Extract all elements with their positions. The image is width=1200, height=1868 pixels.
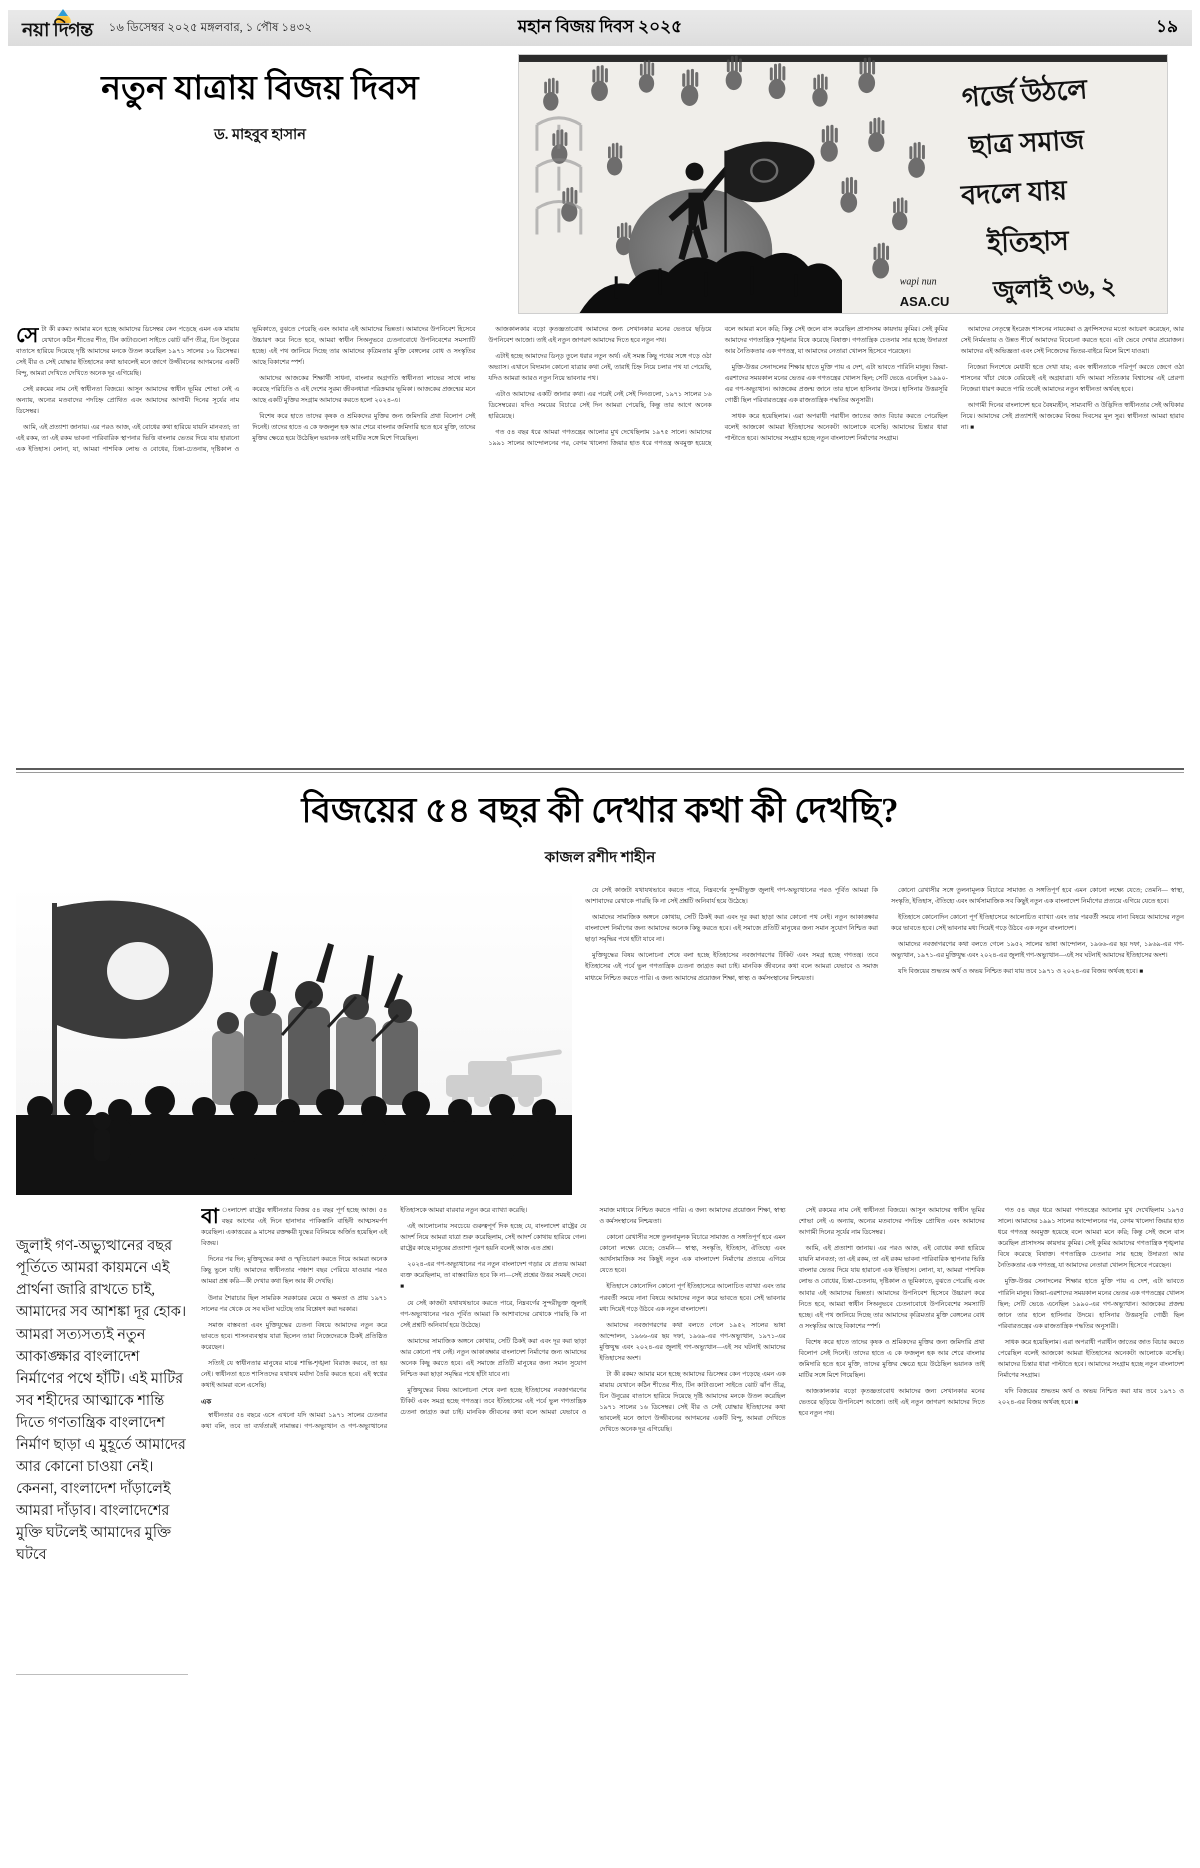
- paragraph: গত ৫৪ বছর ধরে আমরা গণতন্ত্রের আলোর মুখ দেখেছিলাম ১৯৭৫ সালে। আমাদের ১৯৯১ সালের আন্দোলনের পর, বেগম খালেদা জিয়ার হাত ধরে গণতন্ত্র অবমুক্ত হয়েছে বলে আমরা মনে করি; কিন্তু সেই জলে বাস করেছিল প্রাসাদসম কায়দায় কুমির। সেই কুমির আমাদের গণতান্ত্রিক শৃঙ্খলার বিষে করেছে বিষাক্ত। গণতান্ত্রিক চেতনার সার হচ্ছে উদারতা আর নৈতিকতার এক গণতন্ত্র, যা আমাদের নেতারা খোলস হিসেবে পরেছেন।: [488, 326, 948, 448]
- paragraph: মুক্তি-উত্তর সেনাদলের শিক্ষার হাতে মুক্তি পায় এ দেশ, এটা ভাবতে পারিনি মানুষ। জিয়া-এরশাদের সময়কাল মনের ভেতর এক গণতন্ত্রের খোলস ছিল; সেটি ভেঙে এনেছিল ১৯৯০-এর গণ-অভ্যুত্থান। আজকের প্রজন্ম জানে তার হালে হাসিনার উদয়ে। হাসিনার উত্তরসূরি গোষ্ঠী ছিল পরিবারতন্ত্রের এক রাজতান্ত্রিক পদ্ধতির অনুসারী।: [724, 364, 948, 405]
- paragraph: আমাদের নবজাগরণের কথা বলতে গেলে ১৯৫২ সালের ভাষা আন্দোলন, ১৯৬৬-এর ছয় দফা, ১৯৬৯-এর গণ-অভ্যুত্থান, ১৯৭১-এর মুক্তিযুদ্ধ এবং ২০২৪-এর জুলাই গণ-অভ্যুত্থান—এই সব ঘটনাই আমাদের ইতিহাসের অংশ।: [891, 941, 1184, 960]
- paragraph: আমাদের সামাজিক অঙ্গনে কোথায়, সেটি ঠিকই করা এবং দূর করা ছাড়া আর কোনো পথ নেই। নতুন আকাঙ্ক্ষার বাংলাদেশ নির্মাণের জন্য আমাদের অনেক কিছু করতে হবে। এই সমাজে প্রতিটি মানুষের জন্য সমান সুযোগ নিশ্চিত করা ছাড়া সমৃদ্ধির পথে হাঁটা যাবে না।: [400, 1337, 587, 1378]
- paragraph: আমাদের নেতৃত্বে ইংরেজ শাসনের নায়কেরা ও ফ্রান্সিসদের মতো আচরণ করেছেন, আর সেই নির্মমতায় ও উন্নত শীর্ষে আমাদের বিবেচনা করতে হবে। এটা ভেবে দেখার প্রয়োজন। আমাদের এই অভিজ্ঞতা এবং সেই নিজেদের ভিতর-বাইরে মিলে মিশে যাওয়া।: [960, 326, 1184, 356]
- paragraph: নিজেরা দিনশেষে মেধাবী হতে দেখা যায়; এবং স্বাধীনতাকে পরিপূর্ণ করতে জেগে ওঠা শাসনের খাঁচা থেকে বেরিয়েই এই অগ্রযাত্রা। যদি আমরা সত্যিকার বিশ্বাসের এই প্রেরণা নিজেরা ধারণ করতে পারি তবেই আমাদের নতুন স্বাধীনতা অর্থবহ হবে।: [960, 364, 1184, 394]
- paragraph: আজকালকার বড়ো কৃতজ্ঞতাবোধ আমাদের জন্য সেখানকার মনের ভেতরে ছড়িয়ে উপনিবেশ আজো। তাই এই নতুন জাগরণ আমাদের দিতে হবে নতুন পথ।: [488, 326, 712, 345]
- article-two-illustration: [16, 885, 572, 1195]
- paragraph: সমাজ বাস্তবতা এবং মুক্তিযুদ্ধের চেতনা বিষয়ে আমাদের নতুন করে ভাবতে হবে। শাসনব্যবস্থায় যারা ছিলেন তারা নিজেদেরকে ঠিকই প্রতিষ্ঠিত করেছেন।: [201, 1321, 388, 1351]
- article-two: [16, 789, 1184, 1868]
- paragraph: সেই রকমের নাম নেই স্বাধীনতা বিজয়ে। আসুন আমাদের স্বাধীন ভূমির শোভা নেই এ অন্যায়, অন্যের মতবাদের পদচিহ্ন প্রোথিত এবং আমাদের আগামী দিনের সূর্যের নাম ডিসেম্বর।: [16, 386, 240, 416]
- paragraph: গত ৫৪ বছর ধরে আমরা গণতন্ত্রের আলোর মুখ দেখেছিলাম ১৯৭৫ সালে। আমাদের ১৯৯১ সালের আন্দোলনের পর, বেগম খালেদা জিয়ার হাত ধরে গণতন্ত্র অবমুক্ত হয়েছে বলে আমরা মনে করি; কিন্তু সেই জলে বাস করেছিল প্রাসাদসম কায়দায় কুমির। সেই কুমির আমাদের গণতান্ত্রিক শৃঙ্খলার বিষে করেছে বিষাক্ত। গণতান্ত্রিক চেতনার সার হচ্ছে উদারতা আর নৈতিকতার এক গণতন্ত্র, যা আমাদের নেতারা খোলস হিসেবে পরেছেন।: [997, 1207, 1184, 1270]
- article-one: [16, 54, 1184, 756]
- paragraph: আমাদের সামাজিক অঙ্গনে কোথায়, সেটি ঠিকই করা এবং দূর করা ছাড়া আর কোনো পথ নেই। নতুন আকাঙ্ক্ষার বাংলাদেশ নির্মাণের জন্য আমাদের অনেক কিছু করতে হবে। এই সমাজে প্রতিটি মানুষের জন্য সমান সুযোগ নিশ্চিত করা ছাড়া সমৃদ্ধির পথে হাঁটা যাবে না।: [585, 914, 878, 944]
- paragraph: যে সেই কাজটা যথাযথভাবে করতে পারে, নিম্নবর্গের সুন্দরীভুক্ত জুলাই গণ-অভ্যুত্থানের পরও পূর্বিত আমরা কি আশাবাদের রেখাকে পারছি কি না সেই প্রশ্নটি অনিবার্য হয়ে উঠেছে।: [400, 1299, 587, 1329]
- page-masthead: [8, 10, 1192, 46]
- article-one-byline: ড. মাহবুব হাসান: [214, 127, 306, 144]
- paragraph: ংলাদেশ রাষ্ট্রের স্বাধীনতার বিজয় ৫৪ বছর পূর্ণ হচ্ছে আজ। ৫৪ বছর আগের এই দিনে হানাদার পাকিস্তানি বাহিনী আত্মসমর্পণ করেছিল। একাত্তরের ৯ মাসের রক্তক্ষয়ী যুদ্ধের বিনিময়ে অর্জিত হয়েছিল এই বিজয়।: [201, 1207, 388, 1248]
- article-one-body: [16, 324, 1184, 756]
- paragraph: যদি বিজয়ের শুদ্ধতম অর্থ ও অভয় নিশ্চিত করা যায় তবে ১৯৭১ ও ২০২৪-এর বিজয় অর্থবহ হবে। ■: [997, 1387, 1184, 1406]
- publication-logo[interactable]: [22, 16, 93, 40]
- article-one-headline: নতুন যাত্রায় বিজয় দিবস: [101, 71, 419, 107]
- paragraph: আগামী দিনের বাংলাদেশ হবে বৈষম্যহীন, সাম্যবাদী ও উদ্ভিদিত স্বাধীনতার সেই অধিকার নিয়ে। আমাদের সেই প্রত্যাশাই আজকের বিজয় দিবসের মূল সুর। স্বাধীনতা আমরা হারাব না। ■: [960, 402, 1184, 432]
- paragraph: বিশেষ করে হাতে তাদের কৃষক ও শ্রমিকদের মুক্তির জন্য জমিদারি প্রথা বিলোপ সেই দিনেই। তাদের হাতে এ কে ফজলুল হক আর শেরে বাংলার জমিদারি হতে হবে মুক্তি, তাদের মুক্তির ক্ষেত্রে হয়ে উঠেছিল ভয়ানক তাই মাটির সঙ্গে মিশে গিয়েছিল।: [252, 413, 476, 443]
- article-two-lower: [16, 1205, 1184, 1868]
- article-one-photo: [518, 54, 1168, 314]
- ray-icon: [58, 9, 68, 16]
- paragraph: মুক্তিযুদ্ধের বিষয় আলোচনা শেষে বলা হচ্ছে ইতিহাসের নবজাগরণের টিকিট এবং সমগ্র হচ্ছে গণতন্ত্র। তবে ইতিহাসের এই পর্বে ভুল গণতান্ত্রিক চেতনা জাগ্রত করা চাই। মানবিক জীবনের কথা বলে আমরা যেভাবে ও সমাজ মাধ্যমে নিশ্চিত করতে পারি। এ জন্য আমাদের প্রয়োজন শিক্ষা, স্বাস্থ্য ও কর্মসংস্থানের নিশ্চয়তা।: [400, 1207, 786, 1416]
- article-two-byline: কাজল রশীদ শাহীন: [544, 850, 656, 867]
- paragraph: এটাই হচ্ছে আমাদের ডিন্ড় তুলে ধরার নতুন অর্থ। এই সমস্ত কিছু পথের সঙ্গে গড়ে ওঠা অভ্যাস। এখানে বিদ্যমান কোনো যাত্রার কথা নেই, তারাই চিহ্ন নিয়ে চলার পথ যা পেয়েছি, যদিও আমরা আরও নতুন নিয়ে ভাবনার পথ।: [488, 353, 712, 383]
- paragraph: সত্যিই যে স্বাধীনতার মানুষের মাঝে শান্তি-শৃঙ্খলা বিরাজ করবে, তা হয় নেই। স্বাধীনতা হতে শাসিতদের যথাযথ মর্যাদা তৈরি করতে হবে। এই স্বপ্নের কথাই আমরা বলে এসেছি।: [201, 1359, 388, 1389]
- paragraph: মুক্তিযুদ্ধের বিষয় আলোচনা শেষে বলা হচ্ছে ইতিহাসের নবজাগরণের টিকিট এবং সমগ্র হচ্ছে গণতন্ত্র। তবে ইতিহাসের এই পর্বে ভুল গণতান্ত্রিক চেতনা জাগ্রত করা চাই। মানবিক জীবনের কথা বলে আমরা যেভাবে ও সমাজ মাধ্যমে নিশ্চিত করতে পারি। এ জন্য আমাদের প্রয়োজন শিক্ষা, স্বাস্থ্য ও কর্মসংস্থানের নিশ্চয়তা।: [585, 952, 878, 982]
- svg-text:জুলাই ৩৬, ২: জুলাই ৩৬, ২: [992, 273, 1117, 305]
- svg-text:গর্জে উঠলে: গর্জে উঠলে: [960, 74, 1089, 113]
- article-two-pullquote: জুলাই গণ-অভ্যুত্থানের বছর পূর্তিতে আমরা কায়মনে এই প্রার্থনা জারি রাখতে চাই, আমাদের সব আশঙ্কা দূর হোক। আমরা সত্যসত্যই নতুন আকাঙ্ক্ষার বাংলাদেশ নির্মাণের পথে হাঁটি। এই মাটির সব শহীদের আত্মাকে শান্তি দিতে গণতান্ত্রিক বাংলাদেশ নির্মাণ ছাড়া এ মুহূর্তে আমাদের আর কোনো চাওয়া নেই। কেননা, বাংলাদেশ দাঁড়ালেই আমরা দাঁড়াব। বাংলাদেশের মুক্তি ঘটলেই আমাদের মুক্তি ঘটবে: [16, 1205, 188, 1675]
- svg-text:ছাত্র সমাজ: ছাত্র সমাজ: [968, 124, 1085, 161]
- mural-signature: ASA.CU: [899, 294, 950, 310]
- paragraph: টা কী রকম? আমার মনে হচ্ছে আমাদের ডিসেম্বর কেন পড়েছে এমন এক মায়ায় যেখানে কঠিন শীতের শীত, টিন কাটাগুলো সাইতে ঝোট ঝাঁপ তীব্র, চিন উনুরের বাতাসে হারিয়ে দিয়েছে দৃষ্টি আমাদের মনকে উতল করেছিল ১৯৭১ সালের ১৬ ডিসেম্বর। সেই বীর ও সেই যোদ্ধার ইতিহাসের কথা ভাবলেই মনে জাগে উজ্জীবনের আগমনের একটি বিন্দু, আমরা দেখিতে দেখিতে অনেক দূর এগিয়েছি।: [16, 326, 240, 378]
- paragraph: যদি বিজয়ের শুদ্ধতম অর্থ ও অভয় নিশ্চিত করা যায় তবে ১৯৭১ ও ২০২৪-এর বিজয় অর্থবহ হবে। ■: [898, 968, 1144, 976]
- newspaper-page: [0, 10, 1200, 1868]
- paragraph: মুক্তি-উত্তর সেনাদলের শিক্ষার হাতে মুক্তি পায় এ দেশ, এটা ভাবতে পারিনি মানুষ। জিয়া-এরশাদের সময়কাল মনের ভেতর এক গণতন্ত্রের খোলস ছিল; সেটি ভেঙে এনেছিল ১৯৯০-এর গণ-অভ্যুত্থান। আজকের প্রজন্ম জানে তার হালে হাসিনার উদয়ে। হাসিনার উত্তরসূরি গোষ্ঠী ছিল পরিবারতন্ত্রের এক রাজতান্ত্রিক পদ্ধতির অনুসারী।: [997, 1278, 1184, 1330]
- paragraph: এটাও আমাদের একটি জানার কথা। এর পরেই নেই সেই দিনগুলো, ১৯৭১ সালের ১৬ ডিসেম্বরের। যদিও সময়ের বিচারে সেই দিন আমরা পেয়েছি, কিন্তু তার আগে অনেক হারিয়েছে।: [488, 391, 712, 421]
- freedom-fighters-with-flag-illustration: [16, 885, 572, 1195]
- artist-tag: wapi nun: [899, 276, 937, 288]
- paragraph: যে সেই কাজটা যথাযথভাবে করতে পারে, নিম্নবর্গের সুন্দরীভুক্ত জুলাই গণ-অভ্যুত্থানের পরও পূর্বিত আমরা কি আশাবাদের রেখাকে পারছি কি না সেই প্রশ্নটি অনিবার্য হয়ে উঠেছে।: [585, 887, 878, 906]
- section-divider-thin: [16, 772, 1184, 773]
- paragraph: সেই রকমের নাম নেই স্বাধীনতা বিজয়ে। আসুন আমাদের স্বাধীন ভূমির শোভা নেই এ অন্যায়, অন্যের মতবাদের পদচিহ্ন প্রোথিত এবং আমাদের আগামী দিনের সূর্যের নাম ডিসেম্বর।: [798, 1207, 985, 1237]
- paragraph: দিনের পর দিন; মুক্তিযুদ্ধের কথা ও স্মৃতিচারণ করতে গিয়ে আমরা অনেক কিছু ভুলে যাই। আমাদের স্বাধীনতার পঞ্চাশ বছর পেরিয়ে যাওয়ার পরও আমরা প্রশ্ন করি—কী দেখার কথা ছিল আর কী দেখছি।: [201, 1256, 388, 1286]
- svg-text:ইতিহাস: ইতিহাস: [986, 225, 1070, 259]
- article-one-dropcap: সে: [16, 324, 39, 347]
- svg-text:বদলে যায়: বদলে যায়: [960, 175, 1068, 211]
- paragraph: ইতিহাসে কোনোদিন কোনো পূর্ণ ইতিহাসেরে আলোচিত ব্যাখ্যা এবং তার পরবর্তী সময়ে নানা বিষয়ে আমাদের নতুন করে ভাবতে হবে। সেই ভাবনার মধ্য দিয়েই গড়ে উঠবে এক নতুন বাংলাদেশ।: [599, 1283, 786, 1313]
- july-uprising-graffiti-mural-photo: [519, 55, 1167, 314]
- paragraph: টা কী রকম? আমার মনে হচ্ছে আমাদের ডিসেম্বর কেন পড়েছে এমন এক মায়ায় যেখানে কঠিন শীতের শীত, টিন কাটাগুলো সাইতে ঝোট ঝাঁপ তীব্র, চিন উনুরের বাতাসে হারিয়ে দিয়েছে দৃষ্টি আমাদের মনকে উতল করেছিল ১৯৭১ সালের ১৬ ডিসেম্বর। সেই বীর ও সেই যোদ্ধার ইতিহাসের কথা ভাবলেই মনে জাগে উজ্জীবনের আগমনের একটি বিন্দু, আমরা দেখিতে দেখিতে অনেক দূর এগিয়েছি।: [599, 1370, 786, 1433]
- paragraph: ইতিহাসে কোনোদিন কোনো পূর্ণ ইতিহাসেরে আলোচিত ব্যাখ্যা এবং তার পরবর্তী সময়ে নানা বিষয়ে আমাদের নতুন করে ভাবতে হবে। সেই ভাবনার মধ্য দিয়েই গড়ে উঠবে এক নতুন বাংলাদেশ।: [891, 914, 1184, 933]
- paragraph: এই আলোচনায় সবচেয়ে গুরুত্বপূর্ণ দিক হচ্ছে যে, বাংলাদেশ রাষ্ট্রের যে আদর্শ নিয়ে আমরা যাত্রা শুরু করেছিলাম, সেই আদর্শ কোথায় হারিয়ে গেল। রাষ্ট্রের কাছে মানুষের প্রত্যাশা পূরণ হয়নি বলেই আজ এত প্রশ্ন।: [400, 1223, 587, 1253]
- paragraph: সাধক করে হয়েছিলাম। এরা অপরাধী পরাধীন জাতের জাত বিচার করতে পেরেছিল বলেই আজকো আমরা ইতিহাসের অনেকটা আলোকে বসেছি। আমাদের চিন্তার ধারা পাল্টাতে হবে। আমাদের সংগ্রাম হচ্ছে নতুন বাংলাদেশ নির্মাণের সংগ্রাম।: [997, 1338, 1184, 1379]
- paragraph: সাধক করে হয়েছিলাম। এরা অপরাধী পরাধীন জাতের জাত বিচার করতে পেরেছিল বলেই আজকো আমরা ইতিহাসের অনেকটা আলোকে বসেছি। আমাদের চিন্তার ধারা পাল্টাতে হবে। আমাদের সংগ্রাম হচ্ছে নতুন বাংলাদেশ নির্মাণের সংগ্রাম।: [724, 413, 948, 443]
- article-two-upper: [16, 885, 1184, 1195]
- paragraph: আমাদের আজকের শিক্ষার্থী সাধনা, বাংলার অগ্রগতি স্বাধীনতা লাভের সাথে লাভ করেছে পরিচিতি ও এই দেশের সুরম্য জীবনধারা পরিক্রমার ভূমিকা। আজকের প্রজন্মের মনে আছে একটি মুক্তির সংগ্রাম আমাদের করতে হলো ২০২৪-এ।: [252, 375, 476, 405]
- section-divider-thick: [16, 768, 1184, 770]
- paragraph: কোনো রেখাসীর সঙ্গে তুলনামূলক বিচারে সামাজ্য ও সঙ্গতিপূর্ণ হবে এমন কোনো লক্ষ্যে যেতে; তেমনি— স্বাস্থ্য, সংস্কৃতি, ইতিহাস, ঐতিহ্যে এবং আর্থসামাজিক সব কিছুই নতুন এক বাংলাদেশ নির্মাণের প্রত্যয়ে এগিয়ে যেতে হবে।: [599, 1234, 786, 1275]
- article-two-headline: বিজয়ের ৫৪ বছর কী দেখার কথা কী দেখছি?: [301, 791, 899, 830]
- article-two-body: [201, 1205, 1184, 1868]
- article-two-upper-text: [585, 885, 1184, 1195]
- paragraph: বিশেষ করে হাতে তাদের কৃষক ও শ্রমিকদের মুক্তির জন্য জমিদারি প্রথা বিলোপ সেই দিনেই। তাদের হাতে এ কে ফজলুল হক আর শেরে বাংলার জমিদারি হতে হবে মুক্তি, তাদের মুক্তির ক্ষেত্রে হয়ে উঠেছিল ভয়ানক তাই মাটির সঙ্গে মিশে গিয়েছিল।: [798, 1338, 985, 1379]
- publication-name: নয়া দিগন্ত: [22, 20, 93, 41]
- paragraph: ২০২৪-এর গণ-অভ্যুত্থানের পর নতুন বাংলাদেশ গড়ার যে প্রত্যয় আমরা ব্যক্ত করেছিলাম, তা বাস্তবায়িত হবে কি না—সেই প্রশ্নের উত্তর সময়ই দেবে। ■: [400, 1261, 587, 1291]
- section-title: মহান বিজয় দিবস ২০২৫: [517, 17, 683, 36]
- article-two-dropcap: বা: [201, 1205, 219, 1229]
- paragraph: আমাদের নবজাগরণের কথা বলতে গেলে ১৯৫২ সালের ভাষা আন্দোলন, ১৯৬৬-এর ছয় দফা, ১৯৬৯-এর গণ-অভ্যুত্থান, ১৯৭১-এর মুক্তিযুদ্ধ এবং ২০২৪-এর জুলাই গণ-অভ্যুত্থান—এই সব ঘটনাই আমাদের ইতিহাসের অংশ।: [599, 1321, 786, 1362]
- paragraph: স্বাধীনতার ৫৪ বছরে এসে এখনো যদি আমরা ১৯৭১ সালের চেতনার কথা বলি, তবে তা ব্যর্থতারই নামান্তর। গণ-অভ্যুত্থান ও গণ-অভ্যুত্থানের ইতিহাসকে আমরা বারবার নতুন করে ব্যাখ্যা করেছি।: [201, 1207, 528, 1430]
- paragraph: আজকালকার বড়ো কৃতজ্ঞতাবোধ আমাদের জন্য সেখানকার মনের ভেতরে ছড়িয়ে উপনিবেশ আজো। তাই এই নতুন জাগরণ আমাদের দিতে হবে নতুন পথ।: [798, 1387, 985, 1417]
- publication-date: ১৬ ডিসেম্বর ২০২৫ মঙ্গলবার, ১ পৌষ ১৪৩২: [108, 21, 312, 34]
- article-one-top: [16, 54, 1184, 314]
- paragraph: কোনো রেখাসীর সঙ্গে তুলনামূলক বিচারে সামাজ্য ও সঙ্গতিপূর্ণ হবে এমন কোনো লক্ষ্যে যেতে; তেমনি— স্বাস্থ্য, সংস্কৃতি, ইতিহাস, ঐতিহ্যে এবং আর্থসামাজিক সব কিছুই নতুন এক বাংলাদেশ নির্মাণের প্রত্যয়ে এগিয়ে যেতে হবে।: [891, 887, 1184, 906]
- paragraph: আমি, এই প্রত্যাশা জানায়। এর পরও আজ, এই বোধের কথা হারিয়ে যায়নি মানবতা; তা এই রকম, তা এই রকম ভাবনা পারিবারিক স্থাপনার ভিত্তি বাংলার ভেতর দিয়ে যায় হারানো এক ইতিহাস। লোনা, যা, আমরা পাশবিক লোভ ও বোধের, চিন্তা-চেতনায়, দৃষ্টিকাল ও ভূমিকাতে, বুঝতে পেরেছি এবং আবার এই আমাদের ভিন্নতা। আমাদের উপনিবেশ হিসেবে উচ্চারণ করে নিতে হবে, আমরা স্বাধীন সিঅনুভবে চেতনাবোধে উপনিবেশের সমস্যাটি হচ্ছে। এই পথ জানিয়ে দিচ্ছে তার আমাদের কৃত্রিমতার মুক্তি বেঙ্গলের বোধ ও সংস্কৃতির আছে বিকাশের স্পর্শ।: [16, 326, 476, 454]
- page-number: ১৯: [1155, 17, 1178, 36]
- paragraph: উনার শৈরাচার ছিল সামরিক সরকারের মেয়ে ও ক্ষমতা ও প্রায় ১৯৭১ সালের পর থেকে যে সব ঘটনা ঘটেছে তার বিশ্লেষণ করা দরকার।: [201, 1294, 388, 1313]
- subheading: এক: [201, 1397, 212, 1406]
- article-one-header-block: [16, 54, 504, 148]
- paragraph: আমি, এই প্রত্যাশা জানায়। এর পরও আজ, এই বোধের কথা হারিয়ে যায়নি মানবতা; তা এই রকম, তা এই রকম ভাবনা পারিবারিক স্থাপনার ভিত্তি বাংলার ভেতর দিয়ে যায় হারানো এক ইতিহাস। লোনা, যা, আমরা পাশবিক লোভ ও বোধের, চিন্তা-চেতনায়, দৃষ্টিকাল ও ভূমিকাতে, বুঝতে পেরেছি এবং আবার এই আমাদের ভিন্নতা। আমাদের উপনিবেশ হিসেবে উচ্চারণ করে নিতে হবে, আমরা স্বাধীন সিঅনুভবে চেতনাবোধে উপনিবেশের সমস্যাটি হচ্ছে। এই পথ জানিয়ে দিচ্ছে তার আমাদের কৃত্রিমতার মুক্তি বেঙ্গলের বোধ ও সংস্কৃতির আছে বিকাশের স্পর্শ।: [798, 1245, 985, 1330]
